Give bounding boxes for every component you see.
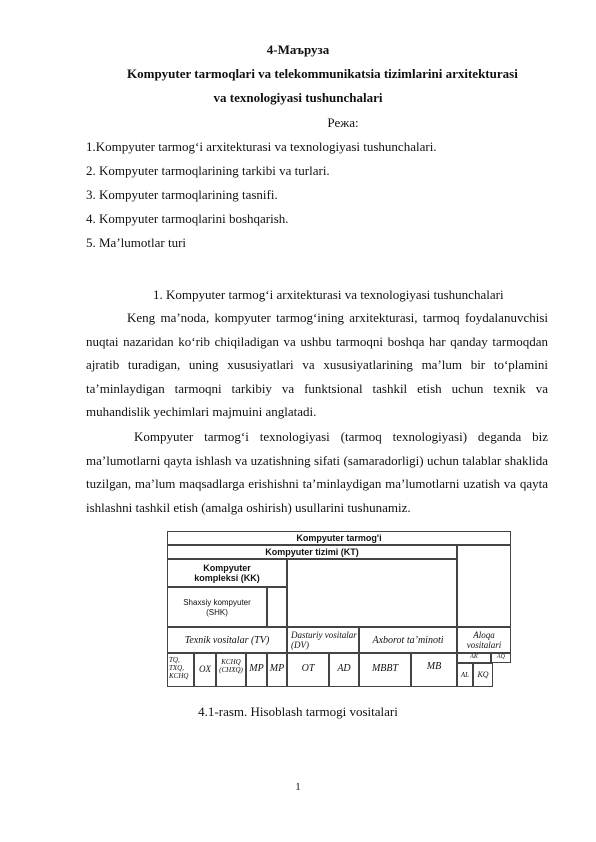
diagram-kchq-box: KCHQ (CHXQ) <box>216 653 246 687</box>
network-tools-diagram <box>167 531 511 691</box>
diagram-kq-box: KQ <box>473 663 493 687</box>
plan-item: 4. Kompyuter tarmoqlarini boshqarish. <box>86 211 289 226</box>
plan-label: Режа: <box>327 115 359 130</box>
diagram-mp1-box: MP <box>246 653 267 687</box>
diagram-kt-box: Kompyuter tizimi (KT) <box>167 545 457 559</box>
diagram-ox-box: OX <box>194 653 216 687</box>
plan-item: 5. Ma’lumotlar turi <box>86 235 187 250</box>
diagram-tq-box: TQ, TXQ, KCHQ <box>167 653 194 687</box>
diagram-kk-box: Kompyuter kompleksi (KK) <box>167 559 287 587</box>
diagram-mid-blank <box>287 559 457 627</box>
diagram-shk-box: Shaxsiy kompyuter (SHK) <box>167 587 267 627</box>
title-line-1: Kompyuter tarmoqlari va telekommunikatsia tizimlarini arxitekturasi <box>127 66 518 81</box>
diagram-axborot-box: Axborot ta’minoti <box>359 627 457 653</box>
plan-item: 3. Kompyuter tarmoqlarining tasnifi. <box>86 187 278 202</box>
plan-item: 2. Kompyuter tarmoqlarining tarkibi va turlari. <box>86 163 330 178</box>
page-number: 1 <box>295 781 301 793</box>
diagram-ad-box: AD <box>329 653 359 687</box>
diagram-right-blank <box>457 545 511 627</box>
diagram-small-blank <box>267 587 287 627</box>
diagram-dv-box: Dasturiy vositalar (DV) <box>287 627 359 653</box>
diagram-mp2-box: MP <box>267 653 287 687</box>
diagram-mbbt-box: MBBT <box>359 653 411 687</box>
diagram-aloqa-box: Aloqa vositalari <box>457 627 511 653</box>
title-line-2: va texnologiyasi tushunchalari <box>213 90 383 105</box>
lecture-number: 4-Маъруза <box>266 42 330 57</box>
figure-caption: 4.1-rasm. Hisoblash tarmogi vositalari <box>198 704 398 719</box>
paragraph-1: Keng ma’noda, kompyuter tarmog‘ining arxitekturasi, tarmoq foydalanuvchisi nuqtai nazaridan ko‘rib chiqiladigan va ushbu tarmoqni boshqa har qanday tarmoqdan ajratib turadigan, uning xususiyatlari va xususiyatlarining ma’lum bir to‘plamini ta’minlaydigan tarmoqni tarkibiy va funktsional tashkil etish uchun texnik va muhandislik yechimlari majmuini anglatadi. <box>86 310 548 420</box>
diagram-tv-box: Texnik vositalar (TV) <box>167 627 287 653</box>
diagram-ot-box: OT <box>287 653 329 687</box>
diagram-ak-box: AK <box>457 653 491 663</box>
diagram-top-box: Kompyuter tarmog'i <box>167 531 511 545</box>
diagram-al-box: AL <box>457 663 473 687</box>
diagram-mb-box: MB <box>411 653 457 687</box>
paragraph-2: Kompyuter tarmog‘i texnologiyasi (tarmoq texnologiyasi) deganda biz ma’lumotlarni qayta ishlash va uzatishning sifati (samaradorligi) uchun talablar shaklida tuzilgan, ma’lum maqsadlarga erishishni ta’minlaydigan ma’lumotlarni uzatish va qayta ishlashni tashkil etish (amalga oshirish) usullarini tushunamiz. <box>86 429 548 515</box>
plan-item: 1.Kompyuter tarmog‘i arxitekturasi va texnologiyasi tushunchalari. <box>86 139 437 154</box>
section-heading: 1. Kompyuter tarmog‘i arxitekturasi va texnologiyasi tushunchalari <box>153 287 504 302</box>
diagram-aq-box: AQ <box>491 653 511 663</box>
